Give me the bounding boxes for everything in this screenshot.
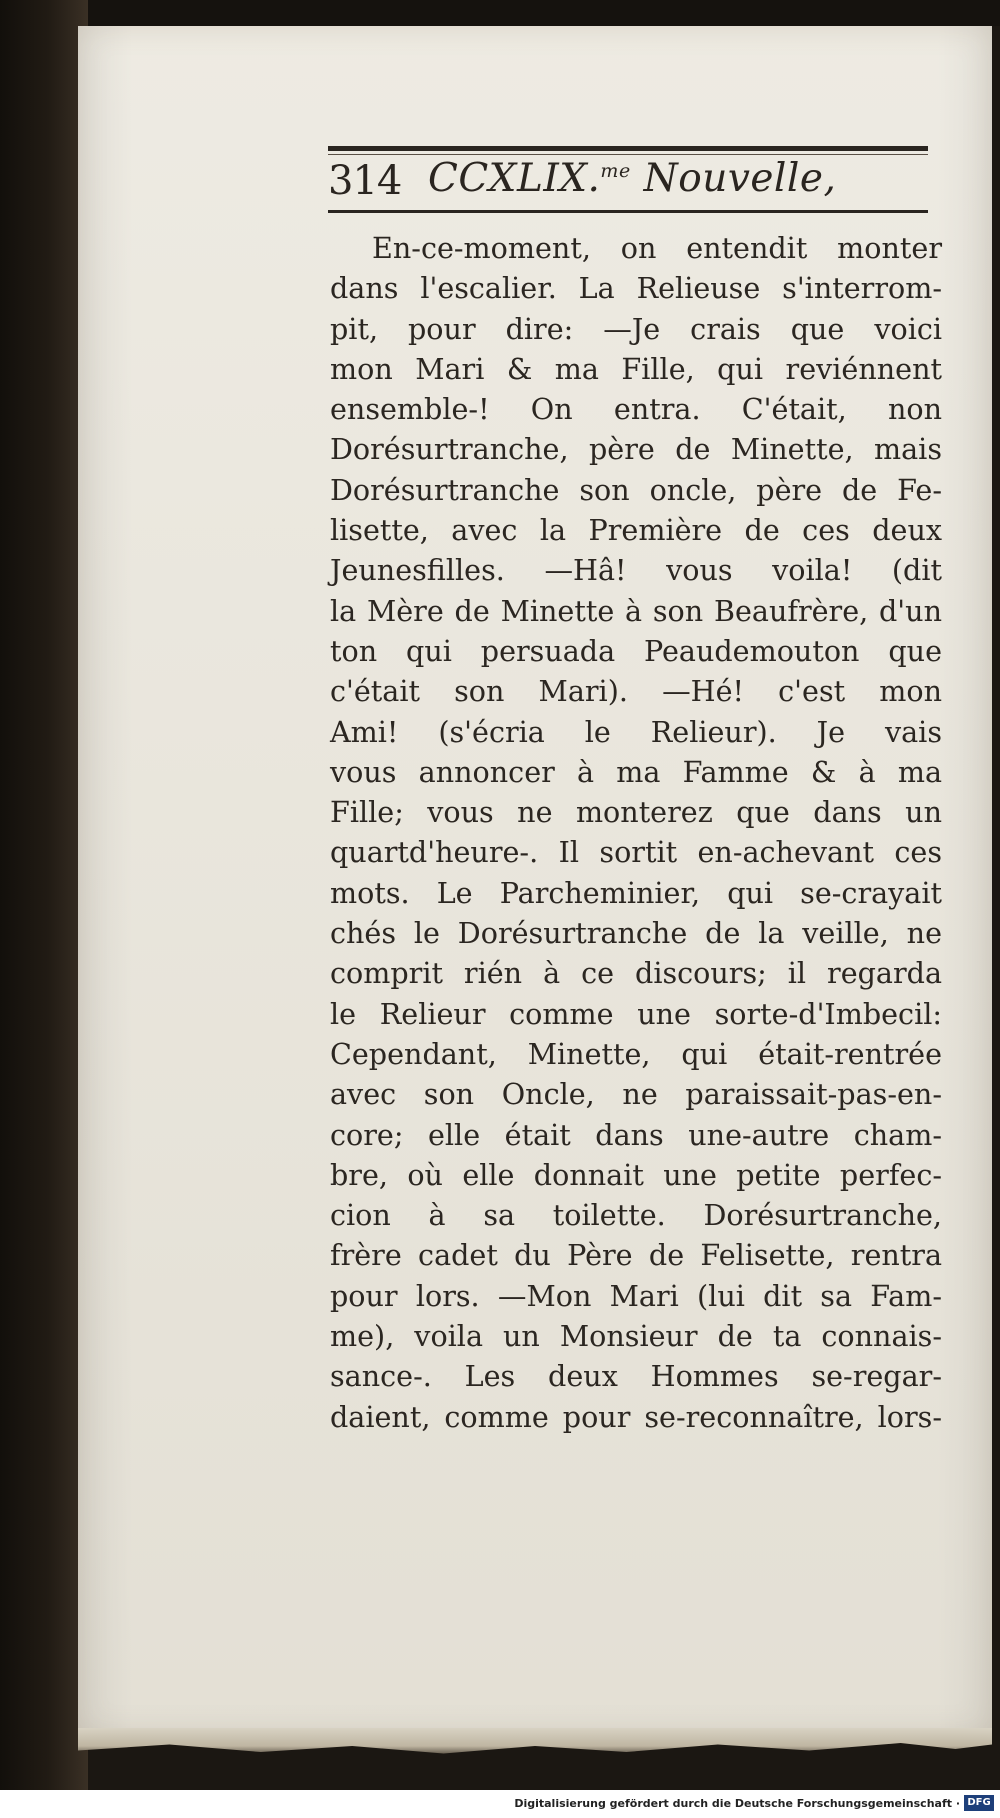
text-line: sance-. Les deux Hommes se-regar- (330, 1359, 942, 1394)
text-line: lisette, avec la Première de ces deux (330, 513, 942, 548)
text-line: c'était son Mari). —Hé! c'est mon (330, 674, 942, 709)
text-line: vous annoncer à ma Famme & à ma (330, 754, 942, 789)
text-line: bre, où elle donnait une petite perfec- (330, 1157, 942, 1192)
text-line: Dorésurtranche, père de Minette, mais (330, 432, 942, 467)
text-line: Fille; vous ne monterez que dans un (330, 795, 942, 830)
running-title-superscript: me (600, 160, 631, 182)
text-line: Cependant, Minette, qui était-rentrée (330, 1036, 942, 1071)
text-line: Jeunesfilles. —Hâ! vous voila! (dit (330, 553, 942, 588)
scan-background-left (0, 0, 88, 1790)
text-line: mots. Le Parcheminier, qui se-crayait (330, 875, 942, 910)
text-line: comprit rién à ce discours; il regarda (330, 956, 942, 991)
running-title-word: Nouvelle, (643, 156, 837, 201)
dfg-logo: DFG (964, 1795, 994, 1811)
text-line: me), voila un Monsieur de ta connais- (330, 1319, 942, 1354)
text-line: le Relieur comme une sorte-d'Imbecil: (330, 996, 942, 1031)
text-line: Ami! (s'écria le Relieur). Je vais (330, 714, 942, 749)
text-line: la Mère de Minette à son Beaufrère, d'un (330, 593, 942, 628)
text-line: quartd'heure-. Il sortit en-achevant ces (330, 835, 942, 870)
text-line: mon Mari & ma Fille, qui reviénnent (330, 351, 942, 386)
text-line: chés le Dorésurtranche de la veille, ne (330, 916, 942, 951)
text-line: ensemble-! On entra. C'était, non (330, 392, 942, 427)
text-line: daient, comme pour se-reconnaître, lors- (330, 1399, 942, 1434)
page-bottom-edge (78, 1728, 992, 1758)
header-rule-bottom (328, 210, 928, 213)
running-title-numeral: CCXLIX. (428, 156, 601, 201)
text-line: En-ce-moment, on entendit monter (372, 231, 942, 265)
text-line: avec son Oncle, ne paraissait-pas-en- (330, 1077, 942, 1112)
running-title (428, 156, 836, 201)
running-header (328, 152, 928, 210)
page-number: 314 (328, 158, 402, 204)
text-line: cion à sa toilette. Dorésurtranche, (330, 1198, 942, 1233)
text-line: pit, pour dire: —Je crais que voici (330, 311, 942, 346)
text-line: pour lors. —Mon Mari (lui dit sa Fam- (330, 1278, 942, 1313)
digitization-credit: Digitalisierung gefördert durch die Deutsche Forschungsgemeinschaft · (514, 1797, 960, 1810)
body-text (330, 228, 942, 1437)
text-line: core; elle était dans une-autre cham- (330, 1117, 942, 1152)
scan-background-top (0, 0, 1000, 26)
text-line: dans l'escalier. La Relieuse s'interrom- (330, 271, 942, 306)
header-rule-top (328, 146, 928, 151)
text-line: ton qui persuada Peaudemouton que (330, 633, 942, 668)
text-line: Dorésurtranche son oncle, père de Fe- (330, 472, 942, 507)
text-line: frère cadet du Père de Felisette, rentra (330, 1238, 942, 1273)
